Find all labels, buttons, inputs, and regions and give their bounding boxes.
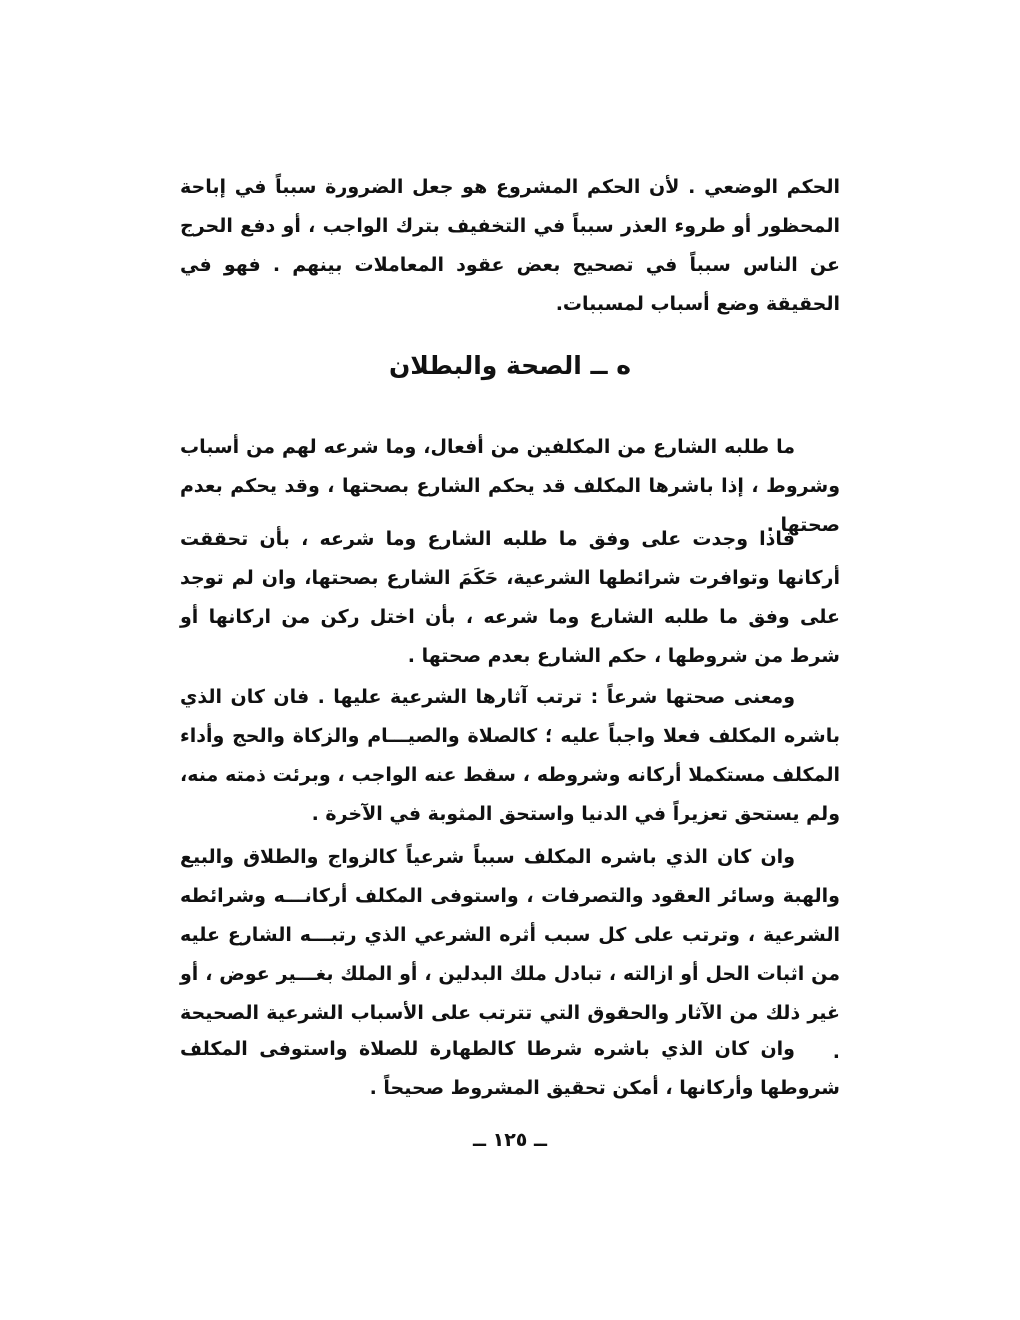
intro-paragraph: الحكم الوضعي . لأن الحكم المشروع هو جعل الضرورة سبباً في إباحة المحظور أو طروء العذر سبباً في التخفيف بترك الواجب ، أو دفع الحرج عن الناس سبباً في تصحيح بعض عقود المعاملات بينهم . فهو في الحقيقة وضع أسباب لمسببات. xyxy=(180,176,840,315)
body-paragraph-5: وان كان الذي باشره شرطا كالطهارة للصلاة واستوفى المكلف شروطها وأركانها ، أمكن تحقيق المشروط صحيحاً . xyxy=(180,1038,840,1099)
page-number: ــ ١٢٥ ــ xyxy=(472,1129,547,1151)
body-paragraph-2: فاذا وجدت على وفق ما طلبه الشارع وما شرعه ، بأن تحققت أركانها وتوافرت شرائطها الشرعية، حَكَمَ الشارع بصحتها، وان لم توجد على وفق ما طلبه الشارع وما شرعه ، بأن اختل ركن من اركانها أو شرط من شروطها ، حكم الشارع بعدم صحتها . xyxy=(180,528,840,667)
body-paragraph-1: ما طلبه الشارع من المكلفين من أفعال، وما شرعه لهم من أسباب وشروط ، إذا باشرها المكلف قد يحكم الشارع بصحتها ، وقد يحكم بعدم صحتها . xyxy=(180,436,840,536)
section-heading: ه ــ الصحة والبطلان xyxy=(388,351,632,380)
body-paragraph-3: ومعنى صحتها شرعاً : ترتب آثارها الشرعية عليها . فان كان الذي باشره المكلف فعلا واجباً عليه ؛ كالصلاة والصيـــام والزكاة والحج وأداء المكلف مستكملا أركانه وشروطه ، سقط عنه الواجب ، وبرئت ذمته منه، ولم يستحق تعزيراً في الدنيا واستحق المثوبة في الآخرة . xyxy=(180,686,840,825)
body-paragraph-4: وان كان الذي باشره المكلف سبباً شرعياً كالزواج والطلاق والبيع والهبة وسائر العقود والتصرفات ، واستوفى المكلف أركانـــه وشرائطه الشرعية ، وترتب على كل سبب أثره الشرعي الذي رتبـــه الشارع عليه من اثبات الحل أو ازالته ، تبادل ملك البدلين ، أو الملك بغـــير عوض ، أو غير ذلك من الآثار والحقوق التي تترتب على الأسباب الشرعية الصحيحة . xyxy=(180,846,840,1063)
